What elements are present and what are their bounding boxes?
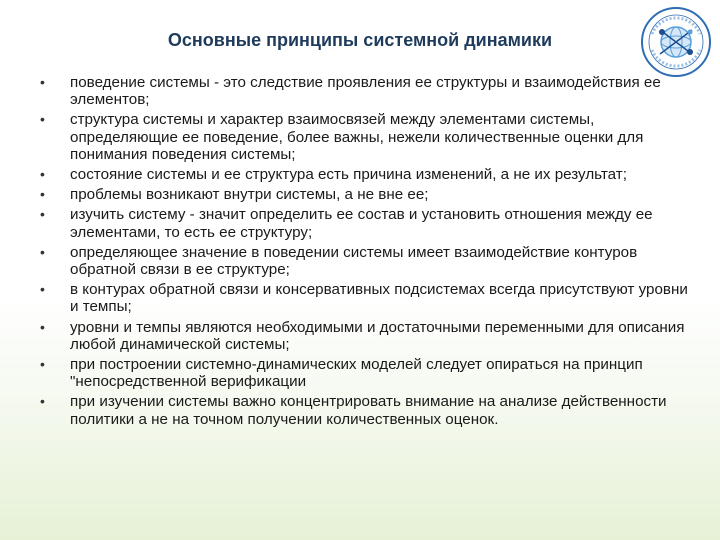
list-item-text: при изучении системы важно концентрировать внимание на анализе действенности политики а не на точном получении количественных оценок. [70, 393, 667, 428]
list-item [40, 111, 690, 163]
list-item [40, 166, 690, 183]
list-item [40, 393, 690, 427]
list-item-text: определяющее значение в поведении системы имеет взаимодействие контуров обратной связи в ее структуре; [70, 243, 638, 279]
list-item-text: состояние системы и ее структура есть причина изменений, а не их результат; [70, 166, 627, 184]
list-item [40, 281, 690, 315]
list-item [40, 244, 690, 278]
bullet-dot: • [40, 206, 45, 223]
list-item [40, 206, 690, 240]
bullet-dot: • [40, 393, 45, 410]
bullet-dot: • [40, 111, 45, 128]
bullet-dot: • [40, 318, 45, 335]
list-item-text: проблемы возникают внутри системы, а не вне ее; [70, 186, 429, 204]
list-item-text: при построении системно-динамических моделей следует опираться на принцип "непосредственной верификации [70, 356, 643, 391]
list-item-text: структура системы и характер взаимосвязей между элементами системы, определяющие ее поведение, более важны, нежели количественные оценки для понимания поведения системы; [70, 111, 644, 163]
page-title: Основные принципы системной динамики [167, 30, 553, 50]
list-item [40, 356, 690, 390]
bullet-dot: • [40, 356, 45, 373]
list-item [40, 319, 690, 353]
list-item [40, 186, 690, 203]
list-item [40, 74, 690, 108]
bullet-dot: • [40, 243, 45, 260]
list-item-text: уровни и темпы являются необходимыми и достаточными переменными для описания любой динамической системы; [70, 318, 685, 353]
bullet-list [40, 74, 690, 431]
bullet-dot: • [40, 166, 45, 183]
list-item-text: изучить систему - значит определить ее состав и установить отношения между ее элементами, то есть ее структуру; [70, 206, 653, 241]
bullet-dot: • [40, 186, 45, 203]
globe-emblem-icon [638, 4, 714, 80]
list-item-text: поведение системы - это следствие проявления ее структуры и взаимодействия ее элементов; [70, 74, 661, 109]
bullet-dot: • [40, 74, 45, 90]
bullet-dot: • [40, 281, 45, 298]
list-item-text: в контурах обратной связи и консервативных подсистемах всегда присутствуют уровни и темпы; [70, 281, 688, 316]
